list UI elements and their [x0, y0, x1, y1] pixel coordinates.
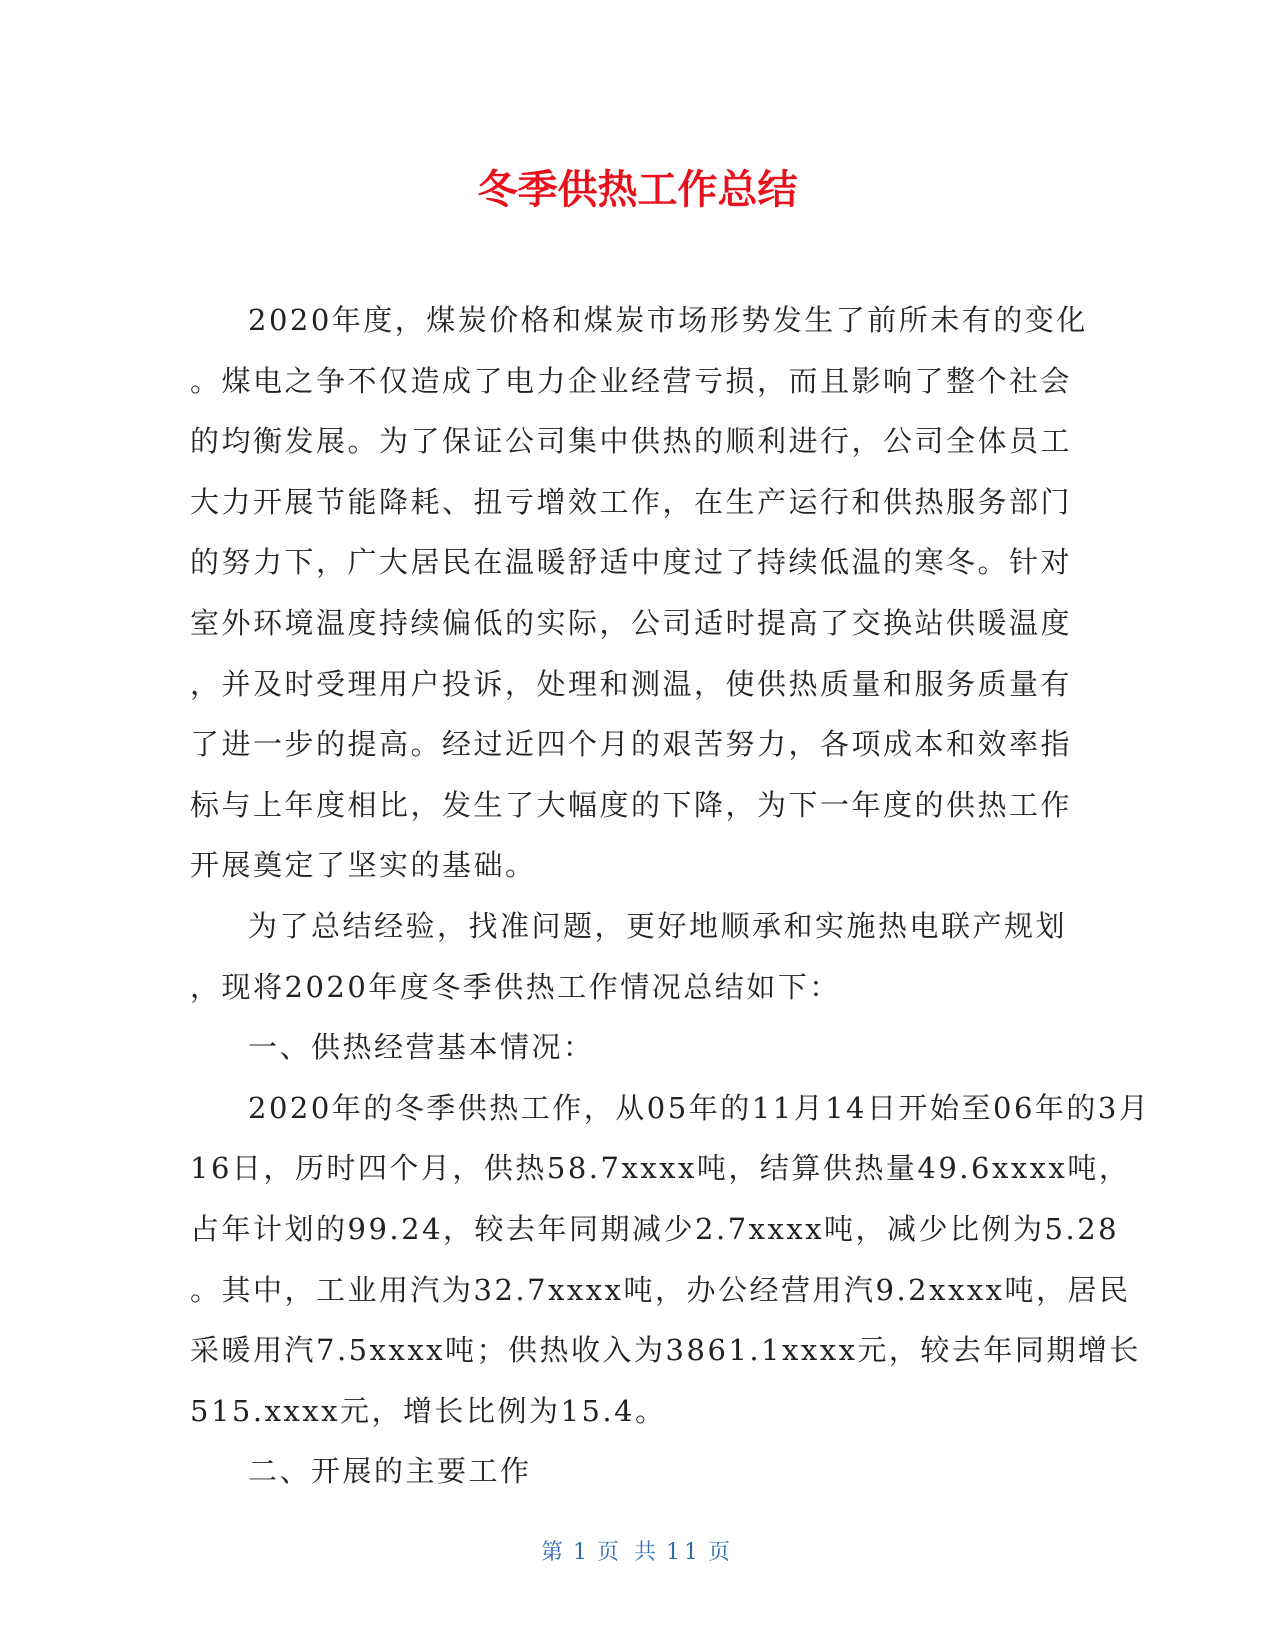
footer-prefix: 第	[540, 1540, 567, 1565]
document-title: 冬季供热工作总结	[477, 167, 798, 213]
body-text-line: 了进一步的提高。经过近四个月的艰苦努力，各项成本和效率指	[190, 727, 1073, 762]
body-text-line: 大力开展节能降耗、扭亏增效工作，在生产运行和供热服务部门	[190, 484, 1073, 519]
body-text-line: 一、供热经营基本情况：	[248, 1030, 595, 1065]
body-text-line: 的努力下，广大居民在温暖舒适中度过了持续低温的寒冬。针对	[190, 545, 1073, 580]
body-text-line: 二、开展的主要工作	[248, 1454, 532, 1489]
body-text-line: 标与上年度相比，发生了大幅度的下降，为下一年度的供热工作	[190, 787, 1073, 822]
body-text-line: 的均衡发展。为了保证公司集中供热的顺利进行，公司全体员工	[190, 424, 1073, 459]
body-text-line: 。煤电之争不仅造成了电力企业经营亏损，而且影响了整个社会	[190, 363, 1073, 398]
body-text-line: ，并及时受理用户投诉，处理和测温，使供热质量和服务质量有	[190, 666, 1073, 701]
body-text-line: ，现将2020年度冬季供热工作情况总结如下：	[190, 969, 841, 1004]
body-text-line: 2020年度，煤炭价格和煤炭市场形势发生了前所未有的变化	[248, 303, 1088, 337]
total-page-count: 11	[666, 1540, 702, 1565]
body-text-line: 开展奠定了坚实的基础。	[190, 848, 537, 883]
body-text-line: 室外环境温度持续偏低的实际，公司适时提高了交换站供暖温度	[190, 605, 1073, 640]
body-text-line: 采暖用汽7.5xxxx吨；供热收入为3861.1xxxx元，较去年同期增长	[190, 1333, 1141, 1368]
body-text-line: 。其中，工业用汽为32.7xxxx吨，办公经营用汽9.2xxxx吨，居民	[190, 1272, 1131, 1307]
body-text-line: 占年计划的99.24，较去年同期减少2.7xxxx吨，减少比例为5.28	[190, 1211, 1120, 1246]
body-text-line: 16日，历时四个月，供热58.7xxxx吨，结算供热量49.6xxxx吨，	[190, 1151, 1131, 1186]
body-text-line: 2020年的冬季供热工作，从05年的11月14日开始至06年的3月	[248, 1090, 1151, 1125]
body-text-line: 515.xxxx元，增长比例为15.4。	[190, 1393, 667, 1428]
document-body	[190, 290, 1151, 1502]
page-footer	[0, 1538, 1275, 1568]
footer-suffix: 页	[708, 1540, 735, 1565]
footer-mid: 页 共	[597, 1540, 660, 1565]
current-page-number: 1	[573, 1540, 591, 1565]
body-text-line: 为了总结经验，找准问题，更好地顺承和实施热电联产规划	[248, 908, 1068, 943]
